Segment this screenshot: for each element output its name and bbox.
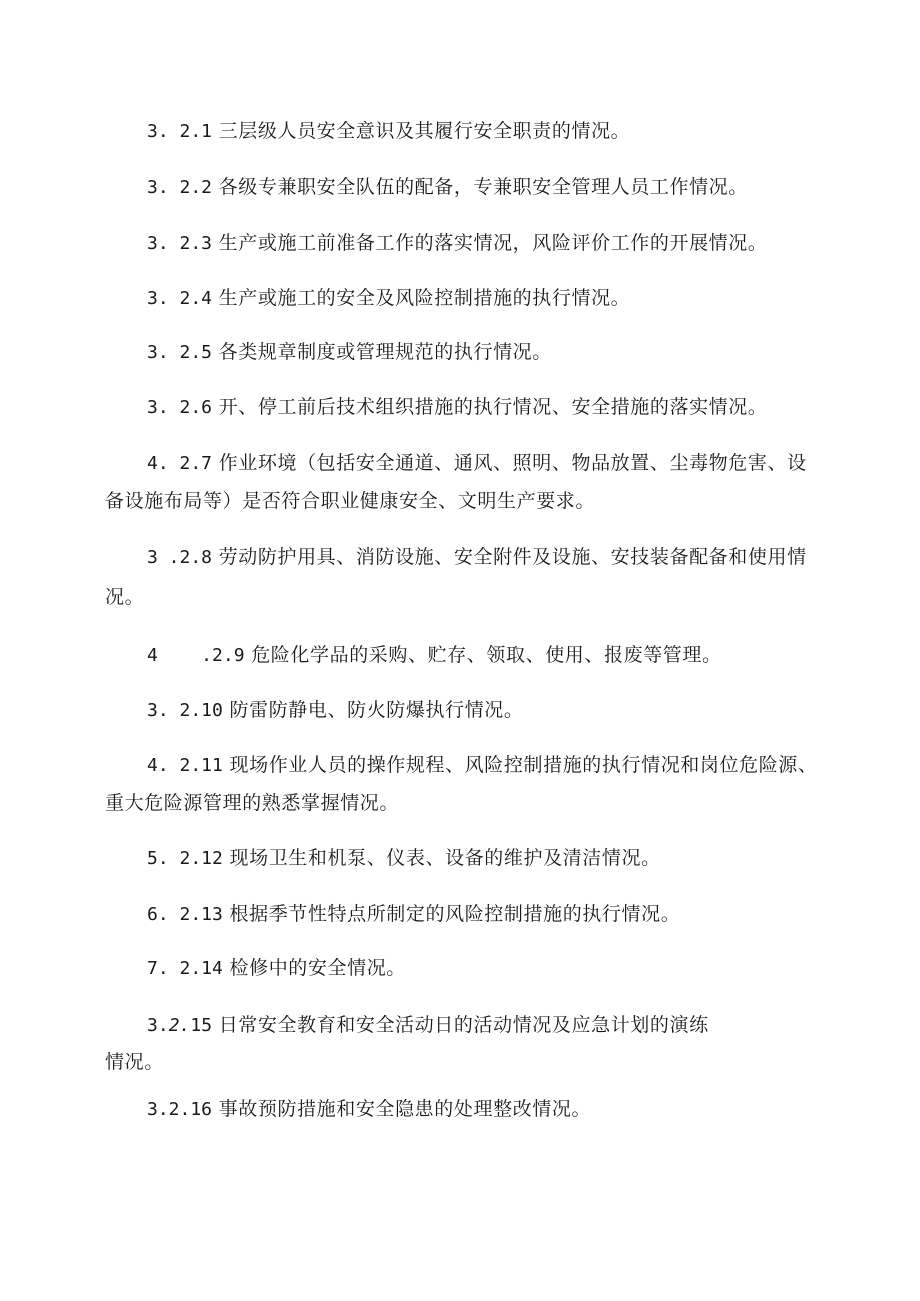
item-text: 事故预防措施和安全隐患的处理整改情况。 <box>218 1098 592 1120</box>
item-text: 检修中的安全情况。 <box>229 957 406 979</box>
item-text: 防雷防静电、防火防爆执行情况。 <box>229 699 524 721</box>
item-text: 作业环境（包括安全通道、通风、照明、物品放置、尘毒物危害、设 <box>218 452 807 474</box>
item-text: 根据季节性特点所制定的风险控制措施的执行情况。 <box>229 903 681 925</box>
item-number: 3. 2.2 <box>147 177 213 198</box>
item-number: 3. 2.3 <box>147 233 213 254</box>
item-number: 6. 2.13 <box>147 904 223 925</box>
item-3-2-16 <box>147 1097 591 1122</box>
item-3-2-1 <box>147 119 630 144</box>
item-3-2-6 <box>147 395 767 420</box>
item-number: 3. 2.1 <box>147 121 213 142</box>
item-number: 3. 2.6 <box>147 397 213 418</box>
item-4-2-11-continuation: 重大危险源管理的熟悉掌握情况。 <box>105 792 400 814</box>
item-text: 各类规章制度或管理规范的执行情况。 <box>218 341 552 363</box>
item-3-2-3 <box>147 231 767 256</box>
item-6-2-13 <box>147 902 680 927</box>
item-3-2-4 <box>147 286 630 311</box>
item-3-2-15-continuation: 情况。 <box>105 1051 164 1073</box>
item-number: 3. 2.10 <box>147 700 223 721</box>
item-number: 3.2.16 <box>147 1099 213 1120</box>
item-3-2-5 <box>147 340 552 365</box>
item-7-2-14 <box>147 956 406 981</box>
item-5-2-12 <box>147 846 661 871</box>
item-number: 4 .2.9 <box>147 645 245 666</box>
item-text: 现场卫生和机泵、仪表、设备的维护及清洁情况。 <box>229 847 661 869</box>
item-text: 各级专兼职安全队伍的配备，专兼职安全管理人员工作情况。 <box>218 176 748 198</box>
item-text: 开、停工前后技术组织措施的执行情况、安全措施的落实情况。 <box>218 396 768 418</box>
item-3-2-15 <box>147 1013 709 1038</box>
item-text: 现场作业人员的操作规程、风险控制措施的执行情况和岗位危险源、 <box>229 754 818 776</box>
item-number: 3. 2.5 <box>147 342 213 363</box>
item-text: 生产或施工前准备工作的落实情况，风险评价工作的开展情况。 <box>218 232 768 254</box>
item-number: 4. 2.7 <box>147 453 213 474</box>
item-text: 劳动防护用具、消防设施、安全附件及设施、安技装备配备和使用情 <box>218 546 807 568</box>
item-number-part-a: 3. <box>147 1015 169 1036</box>
item-number: 4. 2.11 <box>147 755 223 776</box>
item-text: 生产或施工的安全及风险控制措施的执行情况。 <box>218 287 631 309</box>
item-number: 3 .2.8 <box>147 547 213 568</box>
item-number-part-b: 2. <box>168 1015 191 1036</box>
item-text: 日常安全教育和安全活动日的活动情况及应急计划的演练 <box>218 1014 709 1036</box>
item-3-2-2 <box>147 175 748 200</box>
item-4-2-11 <box>147 753 818 778</box>
item-4-2-7 <box>147 451 807 476</box>
item-number: 7. 2.14 <box>147 958 223 979</box>
item-4-2-9 <box>147 643 722 668</box>
item-number: 5. 2.12 <box>147 848 223 869</box>
item-number: 3. 2.4 <box>147 288 213 309</box>
item-text: 危险化学品的采购、贮存、领取、使用、报废等管理。 <box>251 644 722 666</box>
item-3-2-8 <box>147 545 807 570</box>
item-4-2-7-continuation: 备设施布局等）是否符合职业健康安全、文明生产要求。 <box>105 490 596 512</box>
item-number-part-c: 15 <box>190 1015 213 1036</box>
item-3-2-10 <box>147 698 524 723</box>
item-text: 三层级人员安全意识及其履行安全职责的情况。 <box>218 120 631 142</box>
item-3-2-8-continuation: 况。 <box>105 586 145 608</box>
